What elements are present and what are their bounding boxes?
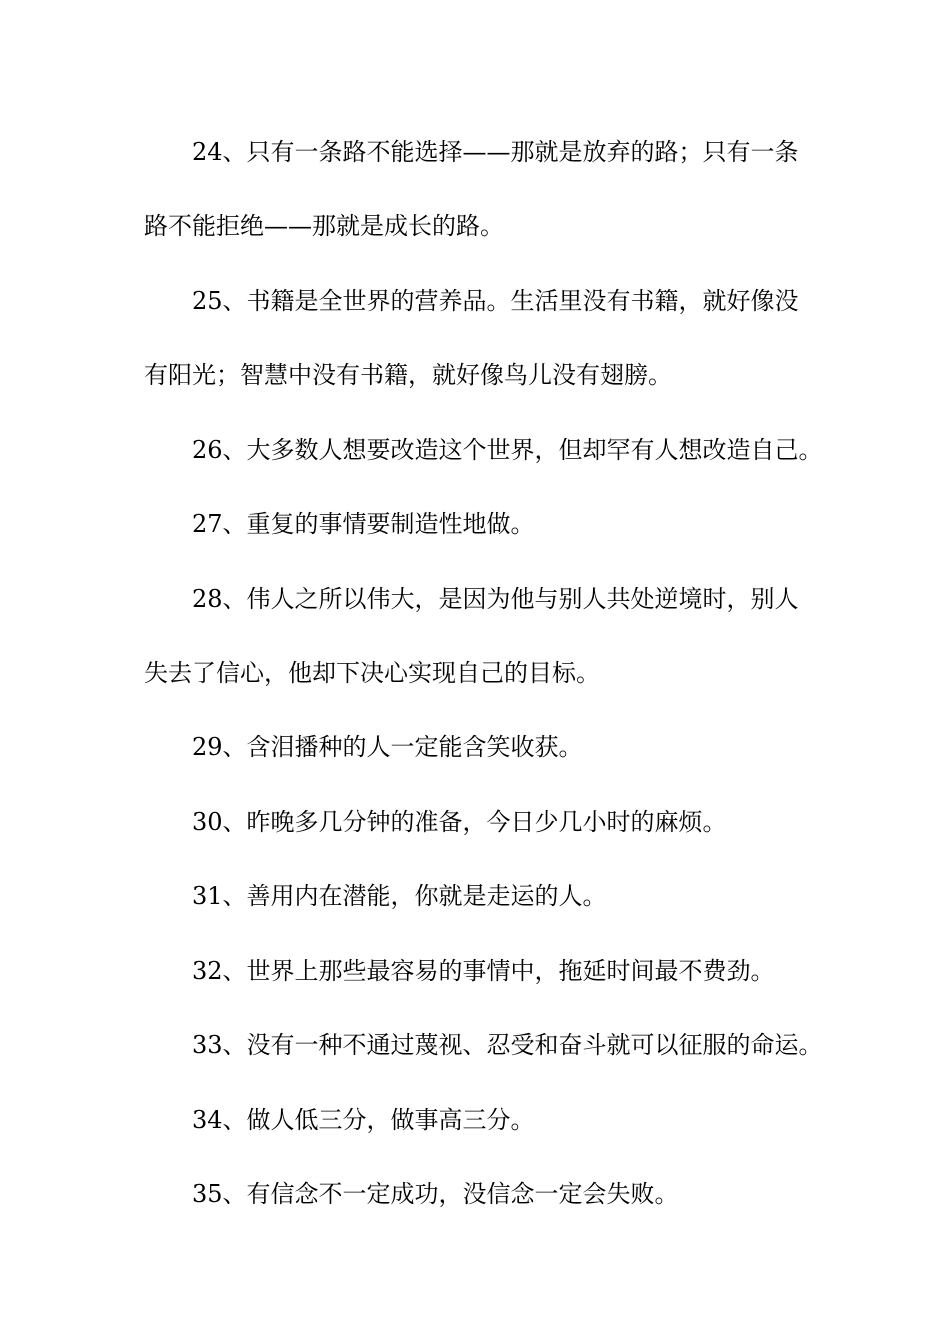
quote-28-line-2: 失去了信心，他却下决心实现自己的目标。: [144, 659, 600, 687]
quote-28-line-1: 28、伟人之所以伟大，是因为他与别人共处逆境时，别人: [192, 585, 799, 613]
quote-31-line-1: 31、善用内在潜能，你就是走运的人。: [192, 882, 607, 910]
quote-24-line-2: 路不能拒绝——那就是成长的路。: [144, 212, 504, 240]
quote-32-line-1: 32、世界上那些最容易的事情中，拖延时间最不费劲。: [192, 957, 775, 985]
quote-24-line-1: 24、只有一条路不能选择——那就是放弃的路；只有一条: [192, 138, 799, 166]
quote-33-line-1: 33、没有一种不通过蔑视、忍受和奋斗就可以征服的命运。: [192, 1031, 823, 1059]
quote-25-line-2: 有阳光；智慧中没有书籍，就好像鸟儿没有翅膀。: [144, 361, 672, 389]
quote-30-line-1: 30、昨晚多几分钟的准备，今日少几小时的麻烦。: [192, 808, 727, 836]
quote-26-line-1: 26、大多数人想要改造这个世界，但却罕有人想改造自己。: [192, 436, 823, 464]
quote-25-line-1: 25、书籍是全世界的营养品。生活里没有书籍，就好像没: [192, 287, 799, 315]
quote-27-line-1: 27、重复的事情要制造性地做。: [192, 510, 535, 538]
quote-35-line-1: 35、有信念不一定成功，没信念一定会失败。: [192, 1180, 679, 1208]
quote-29-line-1: 29、含泪播种的人一定能含笑收获。: [192, 733, 583, 761]
quote-34-line-1: 34、做人低三分，做事高三分。: [192, 1106, 535, 1134]
